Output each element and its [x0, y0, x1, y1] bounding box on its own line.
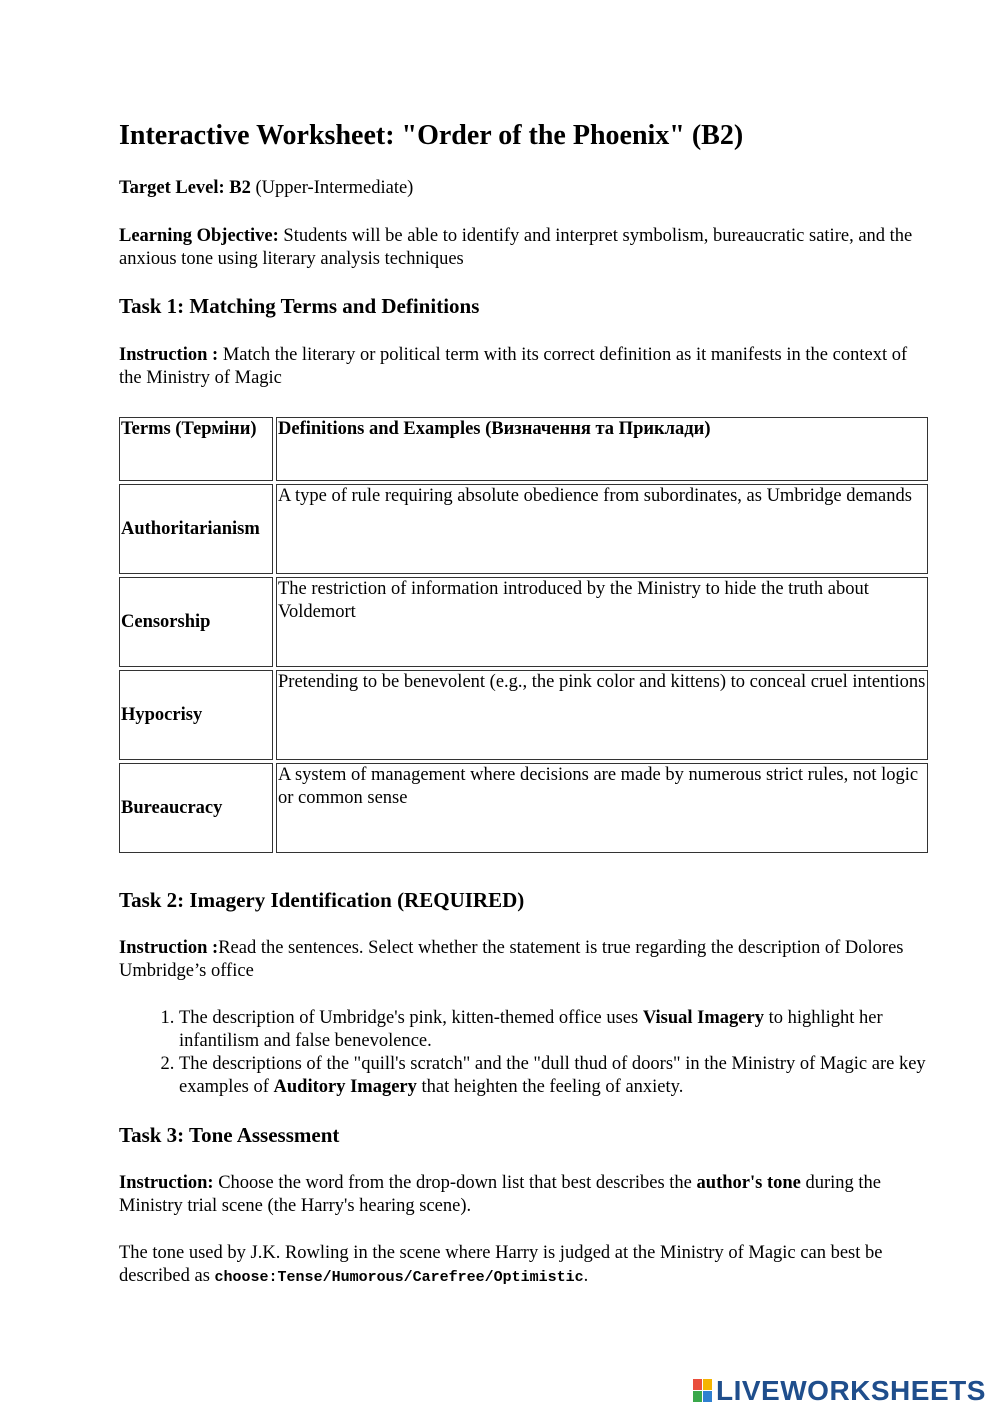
target-level-value: (Upper-Intermediate) — [250, 178, 414, 198]
task1-instruction-label: Instruction : — [119, 345, 219, 365]
definition-cell: Pretending to be benevolent (e.g., the pink color and kittens) to conceal cruel intentions — [276, 670, 928, 760]
tone-dropdown[interactable]: choose:Tense/Humorous/Carefree/Optimistic — [214, 1269, 584, 1286]
col-term-header: Terms (Терміни) — [119, 417, 273, 481]
definition-cell: The restriction of information introduced by the Ministry to hide the truth about Voldemort — [276, 577, 928, 667]
item-text: The description of Umbridge's pink, kitten-themed office uses — [179, 1008, 643, 1028]
imagery-list-wrap — [119, 1007, 931, 1099]
list-item[interactable] — [179, 1007, 931, 1053]
term-cell: Bureaucracy — [119, 763, 273, 853]
tone-sentence — [119, 1242, 931, 1289]
table-row — [119, 763, 928, 853]
table-row — [119, 484, 928, 574]
task2-instruction-label: Instruction : — [119, 938, 219, 958]
target-level — [119, 177, 931, 200]
task3-instruction-bold: author's tone — [696, 1173, 801, 1193]
target-level-label: Target Level: B2 — [119, 178, 251, 198]
liveworksheets-logo — [693, 1376, 986, 1406]
imagery-list — [119, 1007, 931, 1099]
objective-label: Learning Objective: — [119, 226, 279, 246]
term-cell: Authoritarianism — [119, 484, 273, 574]
task1-instruction — [119, 344, 931, 390]
item-text: to highlight her infantilism and false benevolence. — [179, 1008, 883, 1051]
list-item[interactable] — [179, 1053, 931, 1099]
item-text: The descriptions of the "quill's scratch" and the "dull thud of doors" in the Ministry of Magic are key examples of — [179, 1054, 926, 1097]
table-row — [119, 670, 928, 760]
table-header-row — [119, 417, 928, 481]
objective-text: Students will be able to identify and interpret symbolism, bureaucratic satire, and the anxious tone using literary analysis techniques — [119, 226, 913, 269]
item-text: that heighten the feeling of anxiety. — [416, 1077, 684, 1097]
task1-heading: Task 1: Matching Terms and Definitions — [119, 294, 480, 318]
tone-sentence-text: The tone used by J.K. Rowling in the scene where Harry is judged at the Ministry of Magic can best be described as — [119, 1243, 883, 1286]
task3-instruction-text-end: during the Ministry trial scene (the Harry's hearing scene). — [119, 1173, 882, 1216]
task1-instruction-text: Match the literary or political term with its correct definition as it manifests in the context of the Ministry of Magic — [119, 345, 908, 388]
task3-instruction — [119, 1172, 931, 1218]
definition-cell: A type of rule requiring absolute obedience from subordinates, as Umbridge demands — [276, 484, 928, 574]
task3-heading: Task 3: Tone Assessment — [119, 1123, 340, 1147]
tone-sentence-end: . — [583, 1266, 589, 1286]
terms-table — [116, 414, 931, 856]
task2-instruction-text: Read the sentences. Select whether the statement is true regarding the description of Dolores Umbridge’s office — [119, 938, 904, 981]
term-cell: Censorship — [119, 577, 273, 667]
logo-text: LIVEWORKSHEETS — [716, 1375, 986, 1406]
task3-instruction-label: Instruction: — [119, 1173, 214, 1193]
definition-cell: A system of management where decisions are made by numerous strict rules, not logic or common sense — [276, 763, 928, 853]
term-cell: Hypocrisy — [119, 670, 273, 760]
page-title: Interactive Worksheet: "Order of the Phoenix" (B2) — [119, 120, 744, 151]
task2-heading: Task 2: Imagery Identification (REQUIRED) — [119, 888, 525, 912]
liveworksheets-logo-icon — [693, 1379, 713, 1403]
task3-instruction-text: Choose the word from the drop-down list that best describes the — [213, 1173, 697, 1193]
item-bold-term: Visual Imagery — [642, 1008, 764, 1028]
col-definition-header: Definitions and Examples (Визначення та Приклади) — [276, 417, 928, 481]
table-row — [119, 577, 928, 667]
task2-instruction — [119, 937, 931, 983]
learning-objective — [119, 225, 931, 271]
item-bold-term: Auditory Imagery — [273, 1077, 417, 1097]
